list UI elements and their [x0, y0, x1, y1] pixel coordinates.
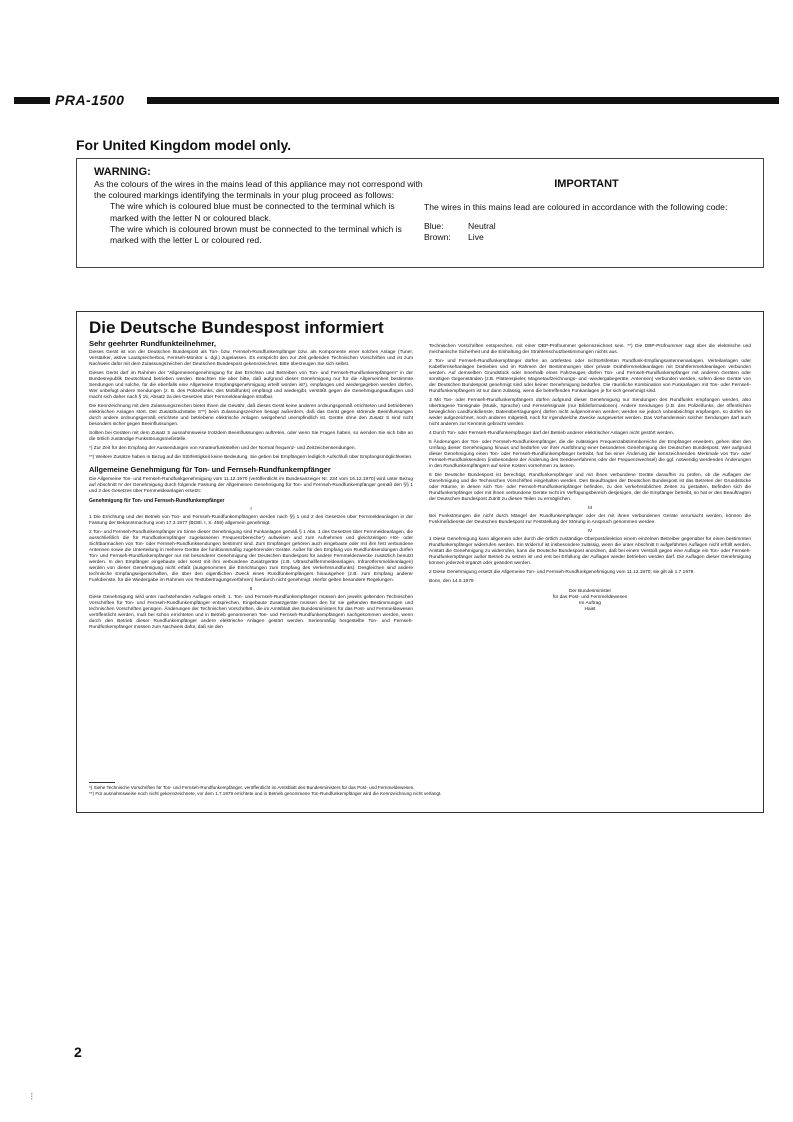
notice-paragraph: Technischen Vorschriften entsprechen, mit einer DBP-Prüfnummer gekennzeichnet sein. **) Die DBP-Prüfnummer sagt über die elektrische und mechanische Sicherheit und die Einhaltung der Strahlenschutzbestimmungen nichts aus.: [429, 344, 751, 355]
notice-paragraph: Sollten bei Geräten mit dem Zusatz S ausnahmsweise trotzdem Beeinflussungen auftreten, oder wenn Sie Fragen haben, so wenden Sie sich bitte an die örtlich zuständige Funkstörungsmeßstelle.: [89, 431, 413, 442]
date-line: Bonn, den 14.5.1979: [429, 579, 474, 584]
color-code-meaning: Live: [468, 232, 484, 242]
section-number: III: [588, 506, 592, 511]
bundespost-title: Die Deutsche Bundespost informiert: [89, 318, 384, 337]
signature-line: Der Bundesminister: [568, 589, 612, 594]
important-text: The wires in this mains lead are coloured in accordance with the following code:: [424, 202, 728, 212]
signature-block: [429, 589, 751, 613]
numbered-clause: 1 Diese Genehmigung kann allgemein oder durch die örtlich zuständige Oberpostdirektion einem einzelnen Betreiber gegenüber für einen bestimmten Rundfunkempfänger widerrufen werden. Ein Widerruf ist insbesondere zulässig, wenn die unter Abschnitt II aufgeführten Auflagen nicht erfüllt werden. Anstatt die Genehmigung zu widerrufen, kann die Deutsche Bundespost anordnen, daß bei einem Verstoß gegen eine Auflage ein Ton- oder Fernseh-Rundfunkempfänger außer Betrieb zu setzen ist und erst bei Erfüllung der Auflagen wieder betrieben werden darf. Die Auflagen dieser Genehmigung können jederzeit ergänzt oder geändert werden.: [429, 537, 751, 566]
footnote-rule: [89, 782, 115, 783]
page-number: 2: [74, 1044, 82, 1060]
warning-intro: As the colours of the wires in the mains lead of this appliance may not correspond with the coloured markings identifying the terminals in your plug proceed as follows:: [94, 179, 423, 201]
color-code-name: Brown:: [424, 232, 451, 242]
notice-footnote-note: **) Weitere Zusätze haben in Bezug auf die Störfestigkeit keine Bedeutung. Sie geben bei Empfängern lediglich Aufschluß über Empfangsmöglichkeiten.: [89, 455, 413, 460]
warning-title: WARNING:: [94, 166, 151, 178]
warning-brown-rule: The wire which is coloured brown must be connected to the terminal which is marked with the letter L or coloured red.: [110, 223, 402, 246]
warning-column: [94, 165, 424, 246]
notice-right-column: [429, 344, 751, 613]
color-code-meaning: Neutral: [468, 221, 496, 231]
signature-line: für das Post- und Fernmeldewesen: [552, 595, 628, 600]
scan-mark-icon: ⁝: [30, 1091, 34, 1103]
numbered-clause: 2 Ton- und Fernseh-Rundfunkempfänger im Sinne dieser Genehmigung sind Funkanlagen gemäß § 1 Abs. 1 des Gesetzes über Fernmeldeanlagen, die ausschließlich die für Rundfunkempfänger zugelassenen Frequenzbereiche*) aufweisen und zum Aufnehmen und gleichzeitigen Hör- oder Sichtbarmachen von Ton- oder Fernseh-Rundfunksendungen bestimmt sind. Zum Empfänger gehören auch eingebaute oder mit ihm fest verbundene Antennen sowie die Unterteilung in mehrere Geräte der funktionsmäßig zugehörenden Geräte. Außer für den Empfang von Rundfunksendungen dürfen Ton- und Fernseh-Rundfunkempfänger nur mit besonderer Genehmigung der Deutschen Bundespost für andere Fernmeldezwecke zusätzlich benutzt werden. In den Empfänger eingebaute oder sonst mit ihm verbundene Zusatzgeräte (z.B. Ultraschallfernmeldeanlagen, Infrarotfernmeldeanlagen) werden von dieser Genehmigung nicht erfaßt (ausgenommen die Einrichtungen zum Empfang des Verkehrsrundfunks). Desgleichen sind andere technische Empfangseigenschaften, die über den eigentlichen Zweck eines Rundfunkempfängers hinausgehen (z.B. zum Empfang anderer Funkdienste, für die Wiedergabe im Rahmen von Textübertragungsverfahren) hierdurch nicht genehmigt. Hierfür gelten besondere Regelungen.: [89, 530, 413, 583]
model-label: PRA-1500: [55, 92, 125, 108]
numbered-clause: 6 Die Deutsche Bundespost ist berechtigt, Rundfunkempfänger und mit ihnen verbundene Geräte daraufhin zu prüfen, ob die Auflagen der Genehmigung und die Technischen Vorschriften eingehalten werden. Den Beauftragten der Deutschen Bundespost ist das Betreten der Grundstücke oder Räume, in denen sich Ton- oder Fernseh-Rundfunkempfänger befinden, zu den verkehrsüblichen Zeiten zu gestatten. Befinden sich die Rundfunkempfänger oder mit ihnen verbundene Geräte nicht im Verfügungsbereich desjenigen, der die Empfänger betreibt, so hat er den Beauftragten der Deutschen Bundespost Zutritt zu diesen Teilen zu ermöglichen.: [429, 473, 751, 502]
section-number: I: [250, 507, 252, 512]
notice-left-column: [89, 350, 413, 634]
uk-warning-box: [76, 158, 764, 268]
notice-paragraph: Dieses Gerät darf im Rahmen der "Allgemeinengenehmigung für das Errichten und Betreiben von Ton- und Fernseh-Rundfunkempfängern" in der Bundesrepublik Deutschland betrieben werden. Beachten Sie aber bitte, daß aufgrund dieser Genehmigung nur für die Allgemeinheit bestimmte Sendungen und solche, für die ebenfalls eine Allgemeine Empfangsgenehmigung erteilt worden ist*), empfangen und wiedergegeben werden dürfen. Wer unbefugt andere Sendungen (z. B. des Polizeifunks, des Mobilfunks) empfängt und wiedergibt, verstößt gegen die Genehmigungsauflagen und macht sich daher nach § 15, Absatz 2a des Gesetzes über Fernmeldeanlagen strafbar.: [89, 371, 413, 400]
header-rule-left: [14, 97, 50, 104]
color-code-row: [424, 221, 749, 232]
numbered-clause: 4 Durch Ton- oder Fernseh-Rundfunkempfänger darf der Betrieb anderer elektrischer Anlagen nicht gestört werden.: [429, 431, 674, 436]
bundespost-notice-box: [76, 311, 764, 813]
permit-subheading: Genehmigung für Ton- und Fernseh-Rundfunkempfänger: [89, 498, 225, 504]
footnote: **) Für ausnahmsweise noch nicht gekennzeichnete, vor dem 1.7.1979 errichtete und in Betrieb genommene Ton-Rundfunkempfänger wird die Kennzeichnung nicht verlangt.: [89, 791, 442, 796]
warning-blue-rule: The wire which is coloured blue must be connected to the terminal which is marked with the letter N or coloured black.: [110, 201, 395, 223]
footnote: *) Siehe Technische Vorschriften für Ton- und Fernseh-Rundfunkempfänger, veröffentlicht im Amtsblatt des Bundesministers für das Post- und Fernmeldewesen.: [89, 785, 415, 790]
section-number: II: [249, 587, 253, 592]
footnotes: [89, 782, 749, 797]
general-permit-intro: Die Allgemeine Ton- und Fernseh-Rundfunkgenehmigung vom 11.12.1970 (veröffentlicht im Bundesanzeiger Nr. 234 vom 16.12.1970) wird unter Bezug auf Abschnitt IV der Genehmigung durch folgende Fassung der Allgemeinen Genehmigung für Ton- und Fernseh-Rundfunkempfänger gemäß den §§ 1 und 2 des Gesetzes über Fernmeldeanlagen ersetzt:: [89, 477, 413, 494]
notice-footnote-note: *) Zur Zeit für den Empfang der Aussendungen von Amateurfunkstellen und der Normal frequenz- und Zeitzeichensendungen.: [89, 446, 356, 451]
important-title: IMPORTANT: [554, 178, 619, 190]
section-iii-text: Bei Funkstörungen die nicht durch Mängel der Rundfunkempfänger oder der mit ihnen verbundenen Geräte verursacht werden, können die Funkmeßdienste der Deutschen Bundespost zur Feststellung der Störung in Anspruch genommen werden.: [429, 514, 751, 525]
color-code-row: [424, 232, 749, 243]
general-permit-heading: Allgemeine Genehmigung für Ton- und Fernseh-Rundfunkempfänger: [89, 465, 331, 474]
notice-paragraph: Dieses Gerät ist von der Deutschen Bundespost als Ton- bzw. Fernseh-Rundfunkempfänger bzw. als Komponente einer solchen Anlage (Tuner, Verstärker, aktive Lautsprecherbox, Fernseh-Monitor u. dgl.) zugelassen. Es entspricht den zur Zeit geltenden Technischen Vorschriften und ist zum Nachweis dafür mit dem Zulassungszeichen der Deutschen Bundespost gekennzeichnet. Bitte überzeugen Sie sich selbst.: [89, 350, 413, 367]
uk-heading: For United Kingdom model only.: [76, 137, 292, 153]
color-code-name: Blue:: [424, 221, 444, 231]
numbered-clause: 2 Diese Genehmigung ersetzt die Allgemeine Ton- und Fernseh-Rundfunkgenehmigung vom 11.12.1970; sie gilt ab 1.7.1979.: [429, 570, 695, 575]
header-rule-right: [147, 97, 779, 104]
notice-paragraph: Die Kennzeichnung mit dem Zulassungszeichen bietet Ihnen die Gewähr, daß dieses Gerät keine anderen ordnungsgemäß errichteten und betriebenen elektrischen Anlagen stört. Der Zusatzbuchstabe S**) beim Zulassungszeichen besagt außerdem, daß das Gerät gegen störende Beeinflussungen durch andere ordnungsgemäß errichtete und betriebene elektrische Anlagen weitgehend unempfindlich ist. Geräte ohne den Zusatz S sind nicht besonders sicher gegen Beeinflussungen.: [89, 404, 413, 427]
numbered-clause: 1 Die Errichtung und der Betrieb von Ton- und Fernseh-Rundfunkempfängern werden nach §§ 1 und 2 des Gesetzes über Fernmeldeanlagen in der Fassung der Bekanntmachung vom 17.3.1977 (BGBl. I, S. 459) allgemein genehmigt.: [89, 515, 413, 526]
numbered-clause: 5 Änderungen der Ton- oder Fernseh-Rundfunkempfänger, die die zulässigen Frequenzabstimmbereiche der Empfänger erweitern, gehen über den Umfang dieser Genehmigung hinaus und bedürfen vor ihrer Ausführung einer besonderen Genehmigung der Deutschen Bundespost. Wer aufgrund dieser Genehmigung einen Ton- oder Fernseh-Rundfunkempfänger betreibt, hat bei einer Änderung der kennzeichnenden Merkmale von Ton- oder Fernseh-Rundfunksendern (insbesondere der Änderung des Sendeverfahrens oder der Frequenzwechsel) die ggf. notwendig werdenden Änderungen in den Rundfunkempfängern auf seine Kosten vornehmen zu lassen.: [429, 440, 751, 469]
numbered-clause: 3 Mit Ton- oder Fernseh-Rundfunkempfängern dürfen aufgrund dieser Genehmigung nur Sendungen des Rundfunks empfangen werden, also übertragene Tonsignale (Musik, Sprache) und Fernsehsignale (nur Bildinformationen). Andere Sendungen (z.B. des Polizeifunks, der öffentlichen beweglichen Landfunkdienste, Datenübertragungen) dürfen nicht aufgenommen werden; werden sie jedoch unbeabsichtigt empfangen, so dürfen sie weder aufgezeichnet, noch anderen mitgeteilt, noch für irgendwelche Zwecke ausgewertet werden. Das Vorhandensein solcher Sendungen darf auch nicht anderen zur Kenntnis gebracht werden.: [429, 398, 751, 427]
salutation: Sehr geehrter Rundfunkteilnehmer,: [89, 339, 217, 348]
important-column: [424, 179, 749, 243]
numbered-clause: 2 Ton- und Fernseh-Rundfunkempfänger dürfen an ortsfesten oder nichtortsfesten Rundfunk-Empfangsantennenanlagen, Verteilanlagen oder Kabelfernsehanlagen betrieben und im Rahmen der Bestimmungen über private Drahtfernmeldeanlagen mit Drahtfernmeldeanlagen verbunden werden. Auf demselben Grundstück oder innerhalb eines Fahrzeuges dürfen Ton- und Fernseh-Rundfunkempfänger mit anderen Geräten oder sonstigen Gegenständen (z.B. Plattenspieler, Magnetaufzeichnungs- und -wiedergabegeräte, Antennen) verbunden werden, sofern diese Geräte von der Deutschen Bundespost genehmigt sind oder keiner Genehmigung bedürfen. Die räumliche Kombination von Funkanlagen mit Ton- oder Fernseh-Rundfunkempfängern ist nur dann zulässig, wenn die betreffenden Funkanlagen je für sich genehmigt sind.: [429, 359, 751, 394]
section-ii-text: Diese Genehmigung wird unter nachstehenden Auflagen erteilt: 1. Ton- und Fernseh-Rundfunkempfänger müssen den jeweils geltenden Technischen Vorschriften für Ton- und Fernseh-Rundfunkempfänger entsprechen. Eingebaute Zusatzgeräte müssen den für sie geltenden Bestimmungen und technischen Vorschriften genügen. Änderungen der Technischen Vorschriften, die im Amtsblatt des Bundesministers für das Post- und Fernmeldewesen veröffentlicht werden, muß bei schon errichteten und in Betrieb genommenen Ton- und Fernseh-Rundfunkempfängern nachgekommen werden, wenn durch den Betrieb dieser Rundfunkempfänger andere elektrische Anlagen gestört werden. Serienmäßig hergestellte Ton- und Fernseh-Rundfunkempfänger müssen zum Nachweis dafür, daß sie den: [89, 595, 413, 630]
signature-line: Im Auftrag: [579, 601, 601, 606]
section-number: IV: [587, 529, 593, 534]
signature-line: Haist: [584, 607, 596, 612]
